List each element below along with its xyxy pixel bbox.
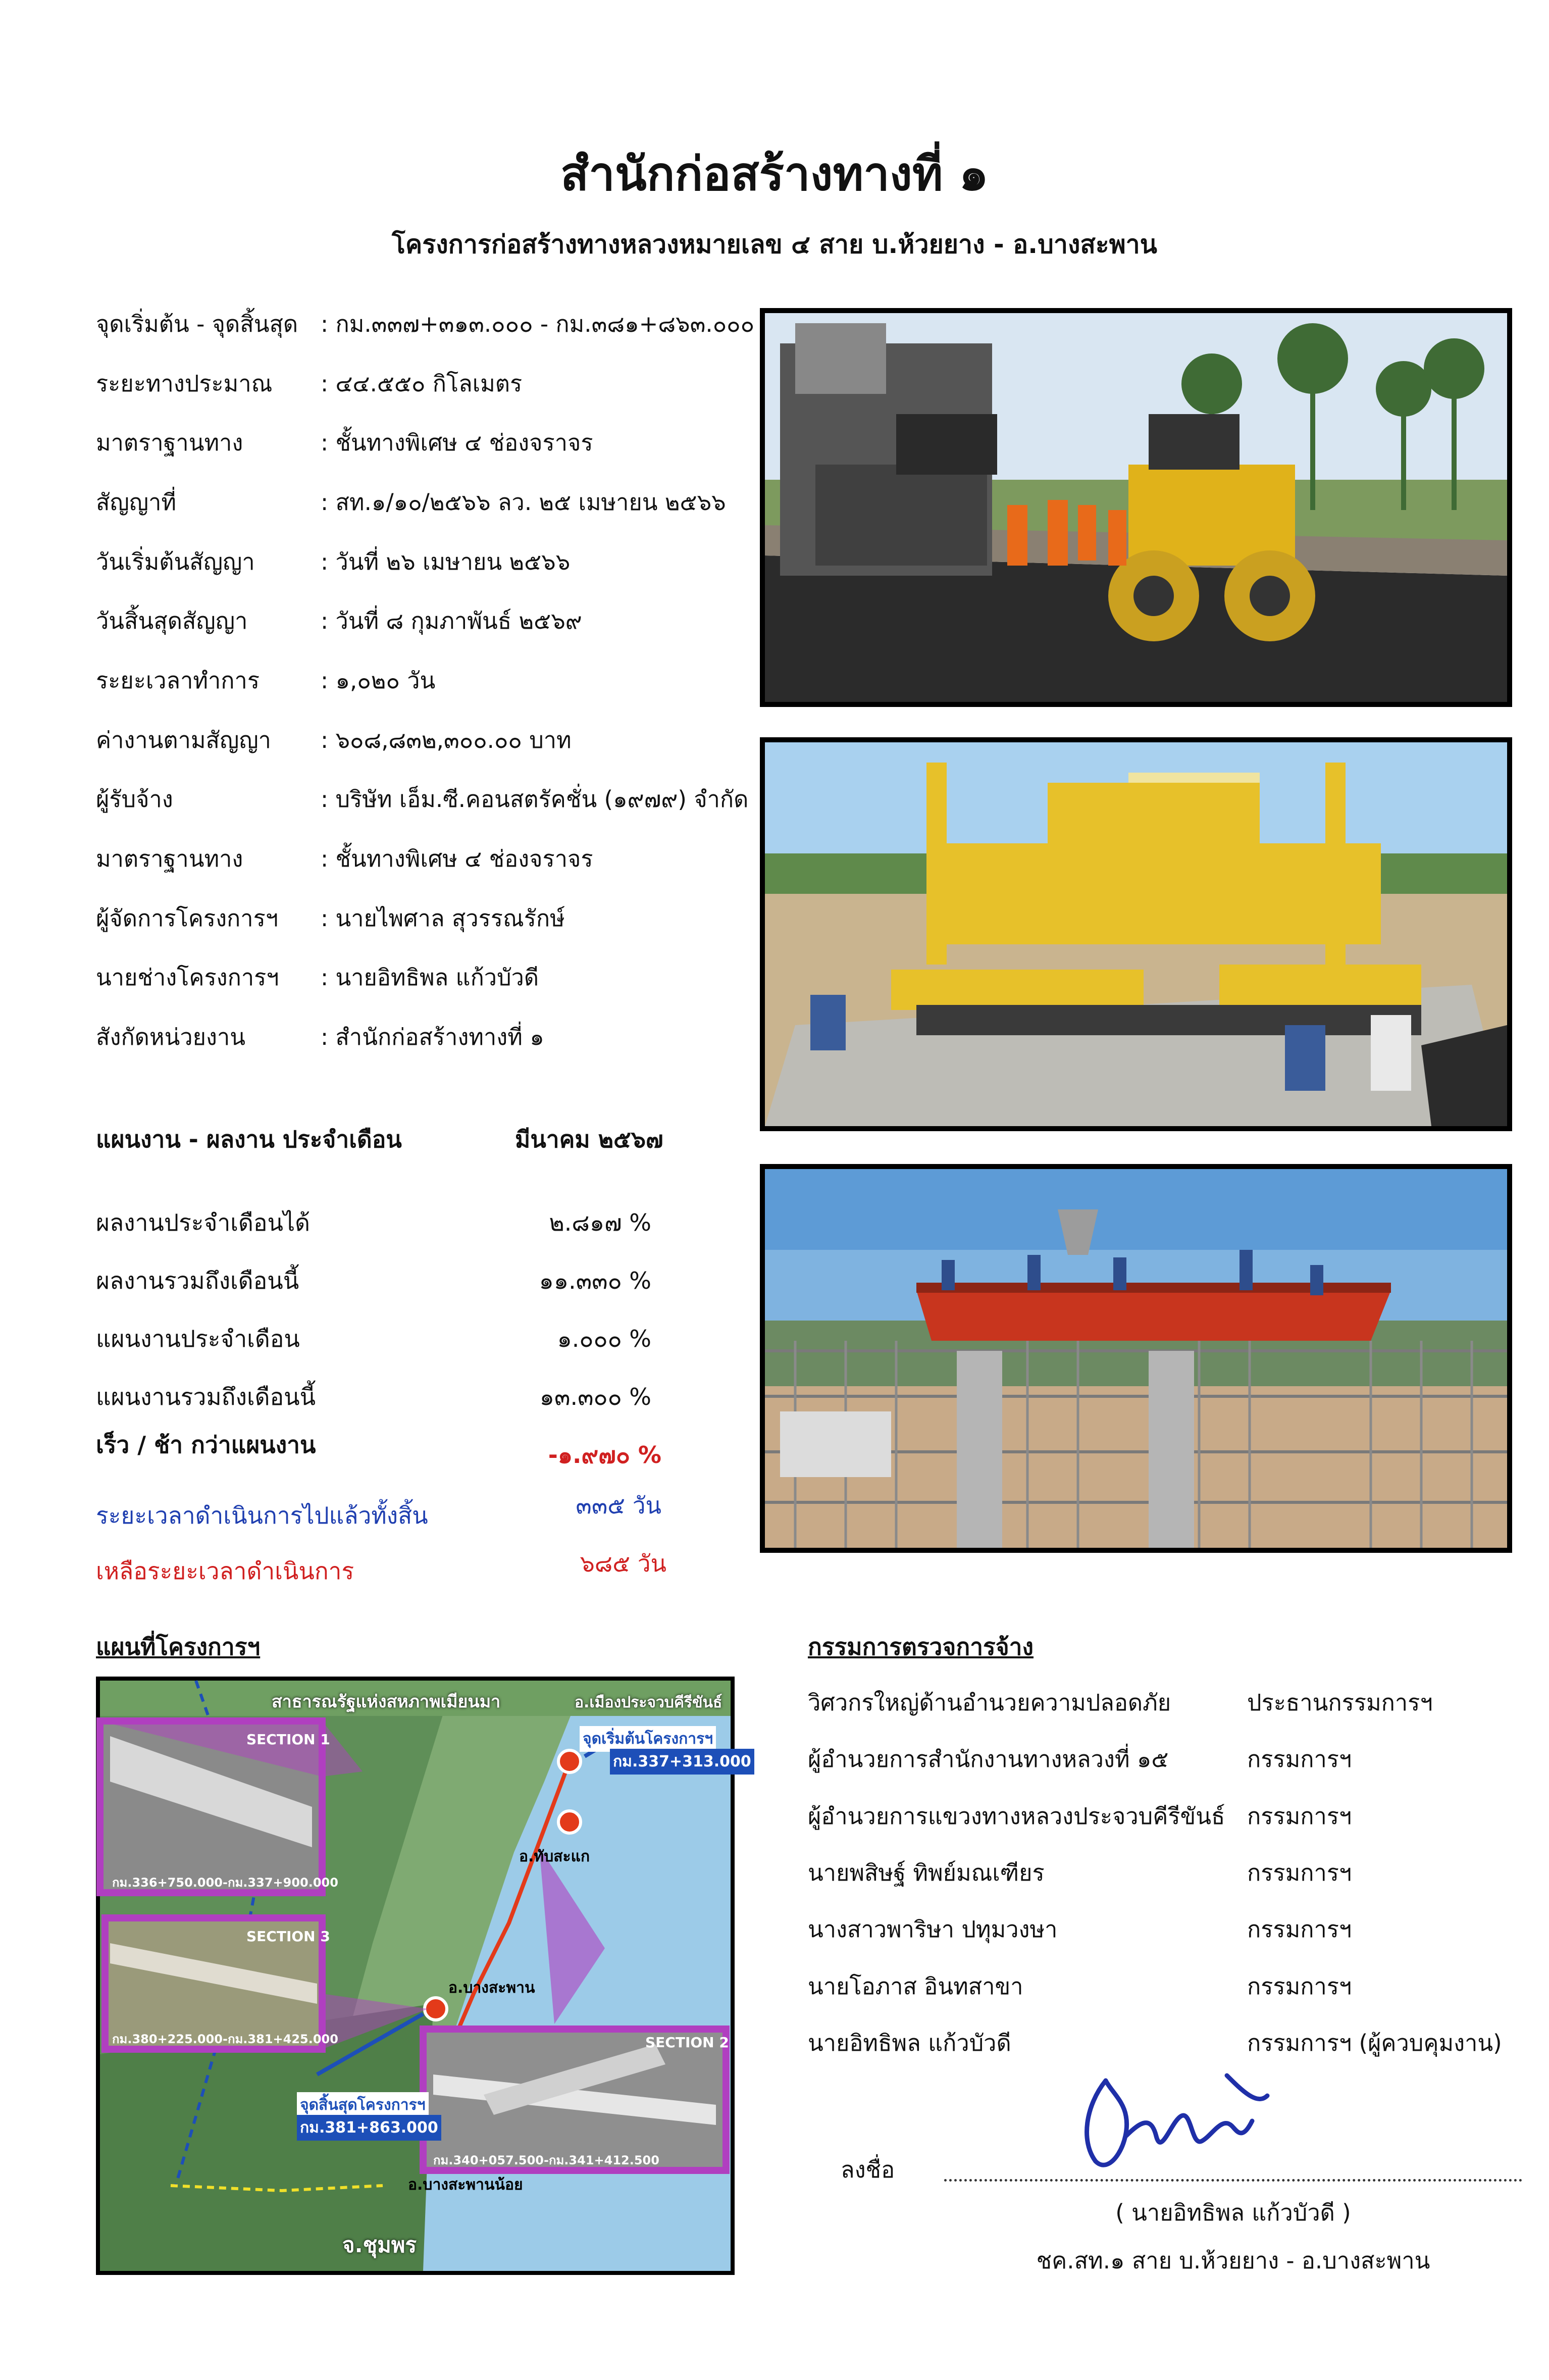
committee-member-role: กรรมการฯ (1247, 1973, 1352, 2000)
project-subtitle: โครงการก่อสร้างทางหลวงหมายเลข ๔ สาย บ.ห้วยยาง - อ.บางสะพาน (392, 230, 1157, 259)
map-label-prachuap: อ.เมืองประจวบคีรีขันธ์ (575, 1694, 722, 1711)
committee-heading: กรรมการตรวจการจ้าง (808, 1633, 1034, 1660)
map-label-bangsaphan-noi: อ.บางสะพานน้อย (408, 2176, 523, 2194)
committee-member-role: กรรมการฯ (1247, 1746, 1352, 1773)
info-value-duration: : ๑,๐๒๐ วัน (321, 667, 436, 694)
page-title: สำนักก่อสร้างทางที่ ๑ (560, 147, 989, 201)
map-label-bangsaphan: อ.บางสะพาน (448, 1979, 535, 1997)
map-label-section1: SECTION 1 (246, 1731, 330, 1748)
progress-month: มีนาคม ๒๕๖๗ (515, 1126, 663, 1153)
info-value-manager: : นายไพศาล สุวรรณรักษ์ (321, 905, 565, 932)
committee-member-name: นายอิทธิพล แก้วบัวดี (808, 2030, 1011, 2056)
info-label-duration: ระยะเวลาทำการ (96, 667, 260, 694)
info-value-standard: : ชั้นทางพิเศษ ๔ ช่องจราจร (321, 429, 593, 456)
progress-label-monthly-actual: ผลงานประจำเดือนได้ (96, 1209, 310, 1236)
map-label-end: จุดสิ้นสุดโครงการฯ (297, 2092, 429, 2118)
map-label-section2-km: กม.340+057.500-กม.341+412.500 (433, 2153, 659, 2167)
project-map (96, 1677, 751, 2275)
map-label-start: จุดเริ่มต้นโครงการฯ (580, 1726, 716, 1752)
info-value-standard-2: : ชั้นทางพิเศษ ๔ ช่องจราจร (321, 845, 593, 872)
progress-heading: แผนงาน - ผลงาน ประจำเดือน (96, 1126, 402, 1153)
info-label-start-end: จุดเริ่มต้น - จุดสิ้นสุด (96, 311, 298, 337)
remaining-value: ๖๘๕ วัน (580, 1550, 666, 1577)
progress-label-cumulative-plan: แผนงานรวมถึงเดือนนี้ (96, 1383, 316, 1410)
info-label-distance: ระยะทางประมาณ (96, 370, 273, 397)
map-label-end-km: กม.381+863.000 (297, 2115, 441, 2141)
map-label-thapsakae: อ.ทับสะแก (519, 1848, 590, 1865)
map-label-section3: SECTION 3 (246, 1928, 330, 1945)
photo-asphalt-paving (760, 308, 1512, 707)
progress-value-cumulative-plan: ๑๓.๓๐๐ % (539, 1383, 651, 1410)
info-label-standard-2: มาตราฐานทาง (96, 845, 243, 872)
info-value-engineer: : นายอิทธิพล แก้วบัวดี (321, 964, 539, 991)
info-value-contract: : สท.๑/๑๐/๒๕๖๖ ลว. ๒๕ เมษายน ๒๕๖๖ (321, 489, 726, 516)
signer-position: ชค.สท.๑ สาย บ.ห้วยยาง - อ.บางสะพาน (1036, 2247, 1430, 2274)
info-label-manager: ผู้จัดการโครงการฯ (96, 905, 279, 932)
committee-member-role: กรรมการฯ (ผู้ควบคุมงาน) (1247, 2030, 1502, 2056)
info-value-start-date: : วันที่ ๒๖ เมษายน ๒๕๖๖ (321, 548, 571, 575)
info-value-contractor: : บริษัท เอ็ม.ซี.คอนสตรัคชั่น (๑๙๗๙) จำกัด (321, 786, 749, 813)
info-value-unit: : สำนักก่อสร้างทางที่ ๑ (321, 1024, 544, 1050)
photo-bridge-formwork (760, 1164, 1512, 1553)
map-label-section3-km: กม.380+225.000-กม.381+425.000 (112, 2032, 338, 2046)
progress-label-monthly-plan: แผนงานประจำเดือน (96, 1325, 300, 1352)
progress-value-cumulative-actual: ๑๑.๓๓๐ % (539, 1267, 651, 1294)
map-label-chumphon: จ.ชุมพร (342, 2233, 417, 2257)
map-label-start-km: กม.337+313.000 (610, 1749, 754, 1775)
committee-member-role: ประธานกรรมการฯ (1247, 1689, 1433, 1716)
map-heading: แผนที่โครงการฯ (96, 1633, 261, 1660)
info-label-contract: สัญญาที่ (96, 489, 177, 516)
map-label-section2: SECTION 2 (645, 2034, 729, 2051)
progress-label-ahead-behind: เร็ว / ช้า กว่าแผนงาน (96, 1431, 316, 1458)
remaining-label: เหลือระยะเวลาดำเนินการ (96, 1557, 354, 1585)
signature-mark (1075, 2060, 1287, 2182)
info-value-end-date: : วันที่ ๘ กุมภาพันธ์ ๒๕๖๙ (321, 607, 582, 634)
info-value-contract-value: : ๖๐๘,๘๓๒,๓๐๐.๐๐ บาท (321, 727, 572, 753)
committee-member-name: นายโอภาส อินทสาขา (808, 1973, 1023, 2000)
committee-member-name: นางสาวพาริษา ปทุมวงษา (808, 1916, 1058, 1943)
committee-member-role: กรรมการฯ (1247, 1916, 1352, 1943)
committee-member-name: นายพสิษฐ์ ทิพย์มณเฑียร (808, 1859, 1045, 1886)
info-label-contract-value: ค่างานตามสัญญา (96, 727, 271, 753)
photo-concrete-paving (760, 737, 1512, 1131)
progress-value-ahead-behind: -๑.๙๗๐ % (548, 1441, 661, 1468)
signer-name: ( นายอิทธิพล แก้วบัวดี ) (1115, 2199, 1351, 2226)
committee-member-name: วิศวกรใหญ่ด้านอำนวยความปลอดภัย (808, 1689, 1171, 1716)
info-label-standard: มาตราฐานทาง (96, 429, 243, 456)
info-label-end-date: วันสิ้นสุดสัญญา (96, 607, 248, 634)
info-value-distance: : ๔๔.๕๕๐ กิโลเมตร (321, 370, 523, 397)
elapsed-label: ระยะเวลาดำเนินการไปแล้วทั้งสิ้น (96, 1502, 428, 1529)
committee-member-name: ผู้อำนวยการสำนักงานทางหลวงที่ ๑๕ (808, 1746, 1169, 1773)
info-value-start-end: : กม.๓๓๗+๓๑๓.๐๐๐ - กม.๓๘๑+๘๖๓.๐๐๐ (321, 311, 755, 337)
progress-value-monthly-actual: ๒.๘๑๗ % (549, 1209, 651, 1236)
info-label-unit: สังกัดหน่วยงาน (96, 1024, 245, 1050)
map-label-section1-km: กม.336+750.000-กม.337+900.000 (112, 1876, 338, 1890)
info-label-engineer: นายช่างโครงการฯ (96, 964, 279, 991)
signature-line (944, 2179, 1522, 2182)
progress-value-monthly-plan: ๑.๐๐๐ % (557, 1325, 651, 1352)
committee-member-role: กรรมการฯ (1247, 1803, 1352, 1830)
info-label-contractor: ผู้รับจ้าง (96, 786, 173, 813)
progress-label-cumulative-actual: ผลงานรวมถึงเดือนนี้ (96, 1267, 299, 1294)
signature-label: ลงชื่อ (841, 2156, 895, 2183)
committee-member-name: ผู้อำนวยการแขวงทางหลวงประจวบคีรีขันธ์ (808, 1803, 1225, 1830)
map-label-myanmar: สาธารณรัฐแห่งสหภาพเมียนมา (272, 1692, 501, 1712)
committee-member-role: กรรมการฯ (1247, 1859, 1352, 1886)
info-label-start-date: วันเริ่มต้นสัญญา (96, 548, 255, 575)
elapsed-value: ๓๓๕ วัน (576, 1492, 661, 1519)
